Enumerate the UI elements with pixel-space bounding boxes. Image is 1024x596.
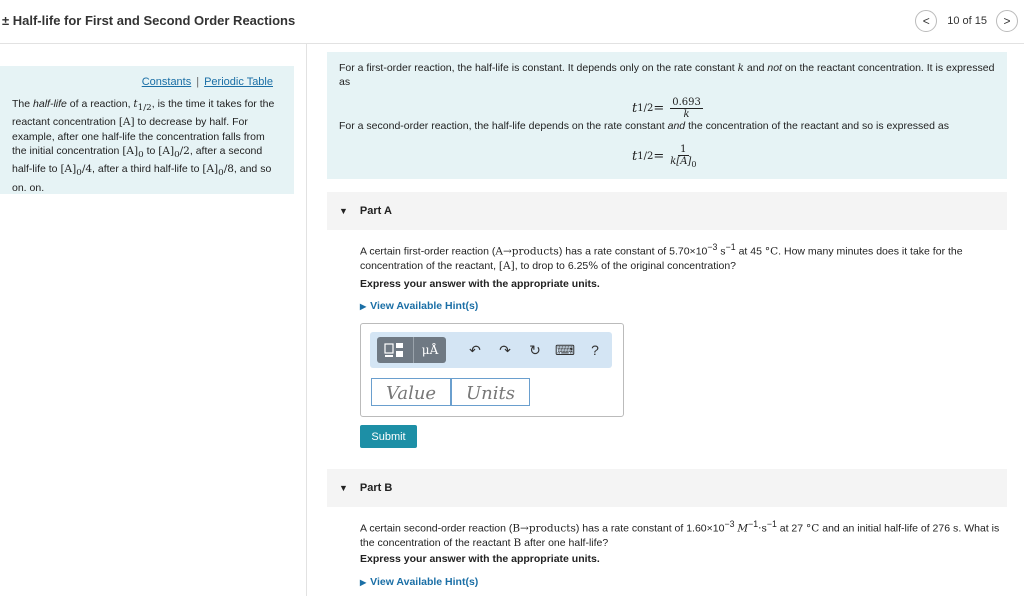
info-panel [0,66,294,194]
fraction-denominator [670,156,696,170]
math-var: B→products [512,522,576,535]
text-run: The [12,98,34,110]
text-run: ) has a rate constant of 5.70×10 [558,245,708,258]
reset-icon[interactable]: ↻ [529,341,541,358]
periodic-table-link[interactable]: Periodic Table [204,76,273,88]
math-sub: 0 [174,150,180,161]
text-run: of a reaction, [66,98,134,110]
math-var: k [737,62,745,74]
math-var: A→products [495,245,559,258]
math-var: t [632,149,638,165]
text-run: and [667,120,686,132]
template-grid-icon [384,342,406,358]
math-var: s [761,522,767,535]
math-var: /8 [223,163,234,176]
intro-panel [327,52,1007,179]
prev-item-button[interactable] [915,10,937,32]
text-run: on the reactant concentration. It is expressed as [339,62,995,88]
units-input[interactable] [451,378,530,406]
math-var: [A] [122,144,139,157]
caret-down-icon: ▼ [339,206,348,216]
text-run: the concentration of the reactant and so is expressed as [685,120,949,132]
column-divider [306,44,307,596]
text-run: at 45 [735,245,765,258]
submit-button[interactable]: Submit [360,425,417,448]
part-a-question [360,240,1000,273]
math-sub: 0 [218,168,224,179]
math-var: [A] [60,163,77,176]
resource-links [12,76,273,88]
second-order-equation [632,144,696,170]
math-sup: −3 [707,242,718,252]
part-a-header[interactable] [327,192,1007,230]
text-run: after one half-life? [521,536,609,549]
part-b-header[interactable] [327,469,1007,507]
text-run: at 27 [776,522,807,535]
text-run: For a first-order reaction, the half-life is constant. It depends only on the rate constant [339,62,738,74]
math-var: t [632,100,638,116]
keyboard-icon[interactable]: ⌨ [554,341,576,358]
math-var: s [720,245,726,258]
caret-right-icon: ▶ [360,302,367,311]
math-var: /2 [179,144,190,157]
help-icon[interactable]: ? [591,342,599,358]
text-run: . How many minutes does it take for the concentration of the reactant, [360,245,963,272]
next-item-button[interactable] [996,10,1018,32]
caret-down-icon: ▼ [339,483,348,493]
math-var: B [513,536,522,549]
units-symbol-button[interactable]: μÅ [414,337,446,363]
chevron-right-icon: > [1003,14,1011,28]
math-sub: 1/2 [637,151,654,163]
part-b-question [360,517,1000,550]
text-run: , after a second half-life to [12,144,263,176]
part-b-instruction: Express your answer with the appropriate units. [360,553,600,565]
math-var: t [133,98,138,110]
constants-link[interactable]: Constants [141,76,192,88]
text-run: and an initial half-life of 276 [819,522,953,535]
math-sub: 0 [76,168,82,179]
part-a-instruction: Express your answer with the appropriate units. [360,278,600,290]
half-life-definition [12,97,282,195]
value-input[interactable] [371,378,451,406]
text-run: , is the time it takes for the reactant concentration [12,98,275,129]
fraction-numerator: 0.693 [672,97,701,108]
math-var: °C [764,245,779,258]
text-run: , to drop to 6.25 [514,259,589,272]
undo-icon[interactable]: ↶ [469,341,481,358]
text-run: . What is the concentration of the reactant [360,522,1000,549]
fraction-numerator: 1 [680,144,687,155]
math-op: = [653,100,665,116]
math-var: [A] [158,144,175,157]
math-var: °C [806,522,820,535]
math-var: s [953,522,959,535]
text-run: of the original concentration? [598,259,737,272]
text-run: A certain first-order reaction ( [360,245,496,258]
text-run: to [143,144,159,157]
math-var: M [737,522,749,535]
pager-count: 10 of 15 [947,15,987,27]
math-toolbar [370,332,612,368]
chevron-left-icon: < [922,14,930,28]
caret-right-icon: ▶ [360,578,367,587]
page-title: ± Half-life for First and Second Order Reactions [2,13,296,28]
pager-nav [915,10,1018,32]
part-a-hint-toggle[interactable] [360,300,478,312]
top-bar [0,0,1024,44]
template-button[interactable] [377,337,414,363]
text-run: ) has a rate constant of 1.60×10 [575,522,725,535]
text-run: half-life [33,98,67,110]
math-sub: 0 [138,150,144,161]
redo-icon[interactable]: ↷ [499,341,511,358]
part-a-title: Part A [359,205,392,217]
text-run: not [767,62,782,74]
hint-label: View Available Hint(s) [370,300,479,312]
math-sup: −1 [748,519,759,529]
math-var: k[A] [670,156,692,167]
text-run: and [744,62,768,74]
math-var: /4 [81,163,93,176]
math-sub: 1/2 [137,103,152,114]
text-run: to decrease by half. For example, after one half-life the concentration falls from the initial concentration [12,116,265,157]
text-run: , after a third half-life to [92,163,203,176]
text-run: , and so on. on. [12,163,272,194]
math-sup: −1 [725,242,736,252]
fraction-denominator: k [683,109,690,120]
math-sup: −1 [766,519,777,529]
math-var: [A] [202,163,219,176]
first-order-fraction [670,97,703,120]
link-separator: | [196,76,200,88]
text-run: For a second-order reaction, the half-life depends on the rate constant [339,120,668,132]
math-sub: 0 [691,160,697,169]
math-var: % [588,259,599,272]
first-order-equation [632,97,703,120]
first-order-text [339,62,995,89]
math-var: [A] [118,116,135,129]
part-b-hint-toggle[interactable] [360,576,478,588]
hint-label: View Available Hint(s) [370,576,479,588]
math-op: = [653,149,665,165]
second-order-fraction [670,144,696,170]
math-sub: 1/2 [637,102,654,114]
text-run: A certain second-order reaction ( [360,522,513,535]
part-b-title: Part B [359,482,393,494]
math-sup: −3 [724,519,735,529]
second-order-text [339,120,949,134]
math-op: · [758,522,762,535]
answer-box [360,323,624,417]
math-var: [A] [498,259,515,272]
